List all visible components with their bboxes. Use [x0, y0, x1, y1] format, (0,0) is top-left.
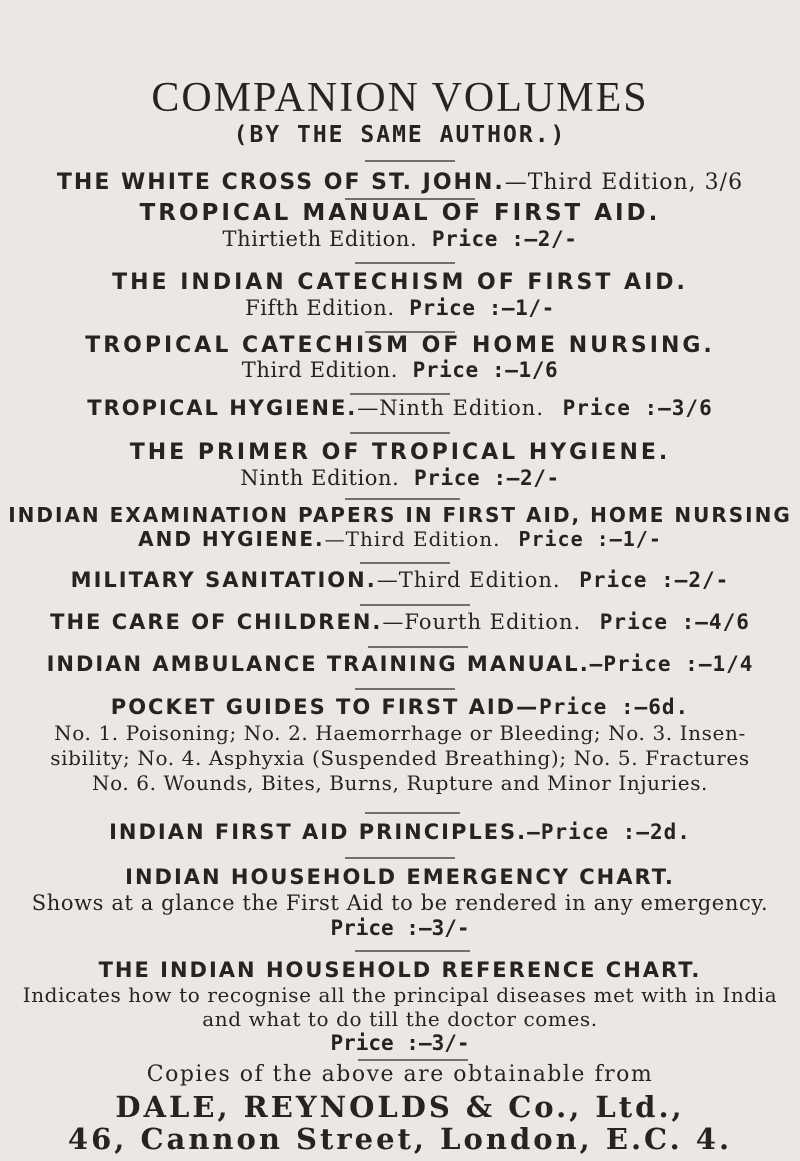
entry-price: —Price :—2d.: [527, 820, 691, 844]
footer-copies: Copies of the above are obtainable from: [146, 1062, 654, 1087]
entry-pocket-guides: [0, 695, 800, 719]
divider: [368, 646, 468, 648]
entry-price: Price :—3/6: [562, 396, 713, 420]
entry-edition: —Third Edition, 3/6: [504, 170, 744, 195]
entry-white-cross: [0, 170, 800, 195]
divider: [365, 160, 455, 162]
entry-edition: —Third Edition.: [376, 568, 561, 592]
entry-edition: —Ninth Edition.: [357, 396, 545, 420]
entry-tropical-hygiene: [0, 396, 800, 420]
entry-title: INDIAN AMBULANCE TRAINING MANUAL.: [46, 652, 590, 676]
entry-title: INDIAN FIRST AID PRINCIPLES.: [109, 820, 528, 844]
entry-title: TROPICAL MANUAL OF FIRST AID.: [139, 200, 661, 226]
footer-address: 46, Cannon Street, London, E.C. 4.: [67, 1122, 733, 1156]
entry-edition: —Third Edition.: [324, 527, 501, 551]
divider: [350, 432, 450, 434]
divider: [365, 812, 460, 814]
entry-price: Price :—1/-: [409, 296, 555, 320]
entry-price: Price :—3/-: [330, 916, 470, 940]
entry-price: Price :—2/-: [579, 568, 730, 592]
entry-title: AND HYGIENE.: [138, 527, 325, 551]
entry-title: THE PRIMER OF TROPICAL HYGIENE.: [129, 440, 671, 465]
entry-title: THE INDIAN CATECHISM OF FIRST AID.: [112, 270, 688, 295]
divider: [345, 857, 455, 859]
entry-military-sanitation: [0, 568, 800, 592]
divider: [358, 1059, 468, 1061]
entry-description: Indicates how to recognise all the principal diseases met with in India: [22, 983, 778, 1007]
entry-care-of-children: [0, 610, 800, 634]
footer-publisher: DALE, REYNOLDS & Co., Ltd.,: [115, 1090, 685, 1124]
divider: [345, 498, 460, 500]
page-heading: COMPANION VOLUMES: [151, 75, 649, 121]
page-subheading: (BY THE SAME AUTHOR.): [233, 122, 567, 148]
entry-ambulance-manual: [0, 652, 800, 676]
entry-edition-line: [0, 296, 800, 320]
entry-edition: Ninth Edition.: [240, 466, 400, 490]
divider: [355, 950, 470, 952]
entry-price: Price :—2/-: [414, 466, 560, 490]
entry-price: Price :—3/-: [330, 1031, 470, 1055]
pocket-guides-line: No. 6. Wounds, Bites, Burns, Rupture and Minor Injuries.: [91, 771, 709, 795]
entry-description: and what to do till the doctor comes.: [202, 1007, 598, 1031]
entry-price: Price :—6d.: [539, 695, 690, 719]
entry-description: Shows at a glance the First Aid to be rendered in any emergency.: [31, 891, 769, 915]
pocket-guides-line: No. 1. Poisoning; No. 2. Haemorrhage or Bleeding; No. 3. Insen-: [54, 721, 746, 745]
entry-title: TROPICAL CATECHISM OF HOME NURSING.: [85, 333, 715, 358]
entry-title: INDIAN HOUSEHOLD EMERGENCY CHART.: [125, 865, 675, 889]
entry-edition-line: [0, 358, 800, 382]
entry-price: Price :—2/-: [431, 227, 578, 251]
divider: [360, 604, 470, 606]
pocket-guides-line: sibility; No. 4. Asphyxia (Suspended Breathing); No. 5. Fractures: [50, 746, 750, 770]
entry-edition: Third Edition.: [241, 358, 399, 382]
divider: [355, 262, 455, 264]
entry-title: INDIAN EXAMINATION PAPERS IN FIRST AID, HOME NURSING: [8, 503, 792, 527]
entry-first-aid-principles: [0, 820, 800, 844]
entry-title: MILITARY SANITATION.: [70, 568, 377, 592]
entry-edition-line: [0, 227, 800, 251]
entry-price: Price :—4/6: [599, 610, 750, 634]
entry-title: THE CARE OF CHILDREN.: [50, 610, 383, 634]
entry-price: —Price :—1/4: [589, 652, 754, 676]
entry-edition: Fifth Edition.: [245, 296, 395, 320]
entry-exam-papers-line2: [0, 527, 800, 551]
entry-title: POCKET GUIDES TO FIRST AID—: [110, 695, 540, 719]
entry-title: THE INDIAN HOUSEHOLD REFERENCE CHART.: [98, 958, 702, 982]
divider: [355, 688, 455, 690]
entry-edition: —Fourth Edition.: [382, 610, 582, 634]
entry-title: TROPICAL HYGIENE.: [87, 396, 358, 420]
entry-title: THE WHITE CROSS OF ST. JOHN.: [56, 170, 505, 195]
entry-edition: Thirtieth Edition.: [222, 227, 418, 251]
divider: [350, 393, 450, 395]
entry-price: Price :—1/-: [518, 527, 662, 551]
entry-price: Price :—1/6: [412, 358, 559, 382]
divider: [360, 562, 450, 564]
entry-edition-line: [0, 466, 800, 490]
